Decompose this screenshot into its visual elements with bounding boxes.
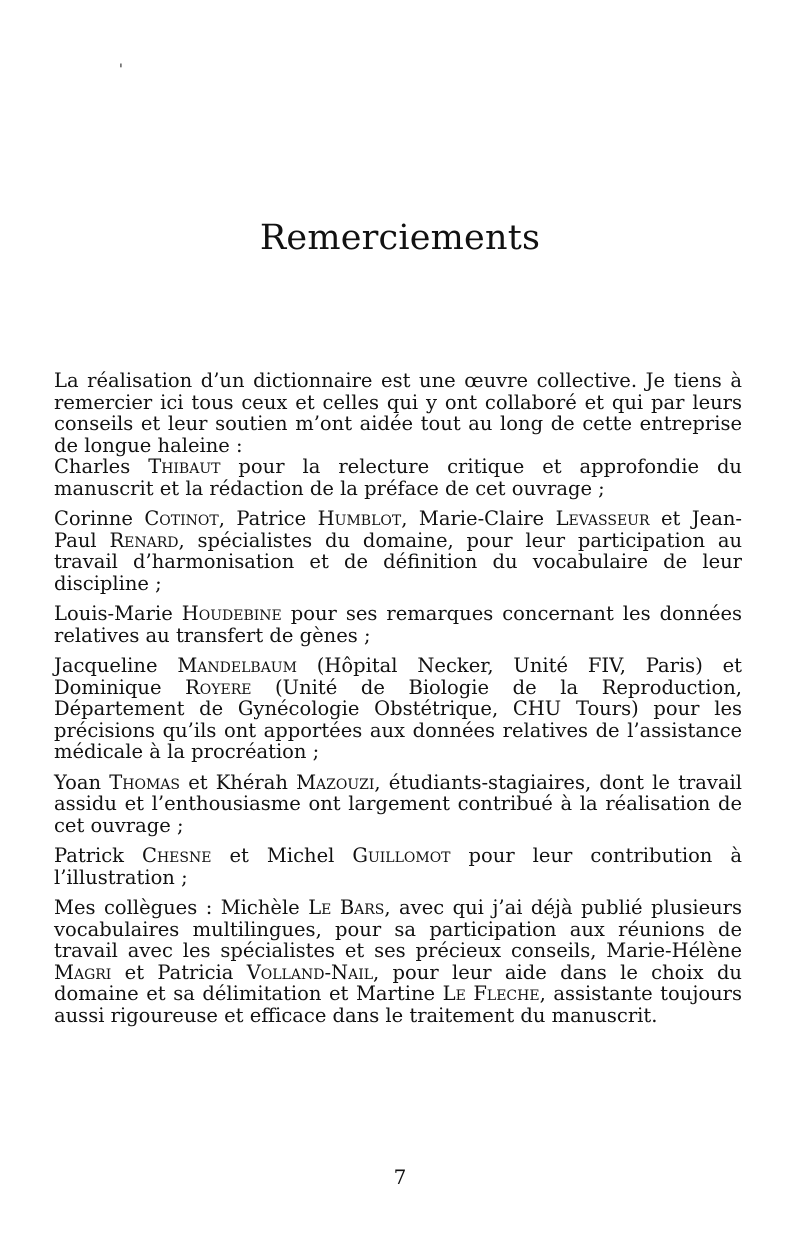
thanks-houdebine <box>54 603 742 646</box>
person-last-name: Chesne <box>142 844 212 867</box>
person-last-name: Levasseur <box>555 507 650 530</box>
person-last-name: Thibaut <box>148 455 221 478</box>
person-last-name: Cotinot <box>144 507 219 530</box>
person-last-name: Renard <box>109 528 179 552</box>
person-first-name: Louis-Marie <box>54 602 173 625</box>
stray-mark: ' <box>119 62 123 78</box>
person-first-name: Corinne <box>54 507 133 530</box>
person-last-name: Le Fleche <box>442 982 540 1005</box>
thanks-text: Mes collègues : Michèle <box>54 896 309 919</box>
person-last-name: Volland-Nail <box>246 960 374 984</box>
acknowledgements-body <box>54 370 742 1035</box>
thanks-text: pour ses remarques concernant les données relatives au transfert de gènes ; <box>54 602 742 647</box>
thanks-colleagues <box>54 897 742 1026</box>
thanks-text: , assistante toujours aussi rigoureuse et efficace dans le traitement du manuscrit. <box>54 982 742 1027</box>
person-first-name: Marie-Claire <box>418 507 545 530</box>
person-last-name: Royere <box>185 675 252 699</box>
thanks-illustration <box>54 845 742 888</box>
person-first-name: Patrick <box>54 844 125 867</box>
thanks-text: , spécialistes du domaine, pour leur participation au travail d’harmonisation et de définition du vocabulaire de leur discipline ; <box>54 528 743 595</box>
thanks-thibaut <box>54 456 742 499</box>
thanks-text: , pour leur aide dans le choix du domaine et sa délimitation et Martine <box>54 960 742 1005</box>
person-last-name: Thomas <box>109 770 181 794</box>
person-first-name: Charles <box>54 455 131 478</box>
person-first-name: Patrice <box>236 507 307 530</box>
person-last-name: Humblot <box>317 507 402 530</box>
intro-paragraph: La réalisation d’un dictionnaire est une œuvre collective. Je tiens à remercier ici tous ceux et celles qui y ont collaboré et qui par leurs conseils et leur soutien m’ont aidée tout au long de cette entreprise de longue haleine : <box>54 369 742 457</box>
person-first-name: Jacqueline <box>54 654 158 677</box>
thanks-text: , avec qui j’ai déjà publié plusieurs vocabulaires multilingues, pour sa participation aux réunions de travail avec les spécialistes et ses précieux conseils, Marie-Hélène <box>54 896 743 962</box>
page-number: 7 <box>393 1165 407 1189</box>
person-last-name: Mandelbaum <box>177 654 297 677</box>
thanks-text: pour la relecture critique et approfondie du manuscrit et la rédaction de la préface de cet ouvrage ; <box>54 455 742 500</box>
page-title: Remerciements <box>259 218 541 258</box>
thanks-text: , étudiants-stagiaires, dont le travail assidu et l’enthousiasme ont largement contribué à la réalisation de cet ouvrage ; <box>54 770 742 837</box>
person-last-name: Houdebine <box>181 602 282 625</box>
thanks-text: (Hôpital Necker, Unité FIV, Paris) et Dominique <box>54 654 742 699</box>
thanks-text: pour leur contribution à l’illustration ; <box>54 844 743 889</box>
thanks-students <box>54 772 742 837</box>
person-last-name: Mazouzi <box>296 770 375 794</box>
thanks-text: (Unité de Biologie de la Reproduction, Département de Gynécologie Obstétrique, CHU Tours) pour les précisions qu’ils ont apportées aux données relatives de l’assistance médicale à la procréation ; <box>54 675 742 763</box>
person-last-name: Magri <box>54 960 112 984</box>
thanks-specialists: Corinne Cotinot, Patrice Humblot, Marie-Claire Levasseur et Jean-Paul Renard, spécialistes du domaine, pour leur participation au travail d’harmonisation et de définition du vocabulaire de leur discipline ; <box>54 507 743 595</box>
person-first-name: et Michel <box>229 844 335 867</box>
person-first-name: Yoan <box>54 770 102 794</box>
thanks-mandelbaum-royere <box>54 655 742 763</box>
person-first-name: et Khérah <box>188 770 288 794</box>
thanks-text: et Patricia <box>111 960 247 984</box>
person-last-name: Guillomot <box>352 844 451 867</box>
person-last-name: Le Bars <box>308 896 385 919</box>
person-first-name: et Jean-Paul <box>54 507 742 552</box>
